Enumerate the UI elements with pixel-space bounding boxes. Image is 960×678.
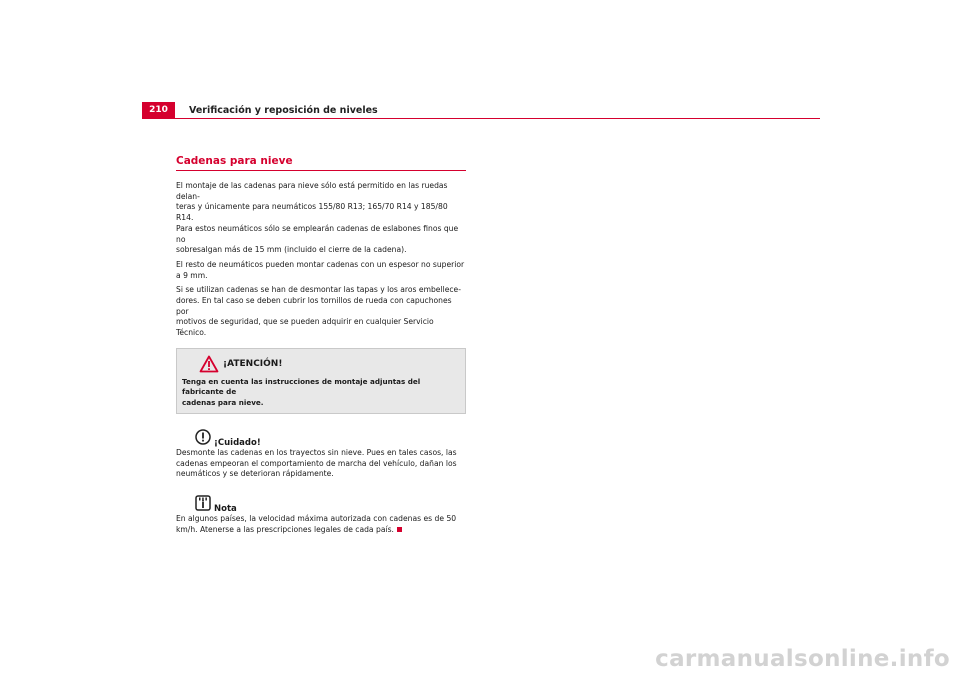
content-column (176, 154, 466, 540)
warning-title: ¡ATENCIÓN! (223, 358, 283, 369)
note-header (176, 491, 466, 515)
caution-header (176, 425, 466, 449)
header-rule (142, 118, 820, 119)
exclamation-circle-icon (195, 429, 211, 445)
page-number: 210 (142, 102, 175, 119)
paragraph-3: Si se utilizan cadenas se han de desmontar las tapas y los aros embellece- dores. En tal caso se deben cubrir los tornillos de rueda con capuchones por motivos de seguridad, que se pueden adquirir en cualquier Servicio Técnico. (176, 285, 461, 338)
note-block (176, 491, 466, 535)
caution-text: Desmonte las cadenas en los trayectos sin nieve. Pues en tales casos, las cadenas empeoran el comportamiento de marcha del vehículo, dañan los neumáticos y se deterioran rápidamente. (176, 448, 457, 479)
note-text-content: En algunos países, la velocidad máxima autorizada con cadenas es de 50 km/h. Atenerse a las prescripciones legales de cada país. (176, 514, 457, 534)
warning-header (182, 355, 460, 373)
chapter-title: Verificación y reposición de niveles (189, 105, 378, 116)
caution-title: ¡Cuidado! (214, 438, 261, 449)
end-of-section-marker (397, 527, 402, 532)
warning-text: Tenga en cuenta las instrucciones de montaje adjuntas del fabricante de cadenas para nieve. (182, 376, 421, 407)
note-info-icon (195, 495, 211, 511)
site-watermark: carmanualsonline.info (655, 646, 950, 672)
section-rule (176, 170, 466, 171)
paragraph-1: El montaje de las cadenas para nieve sólo está permitido en las ruedas delan- teras y únicamente para neumáticos 155/80 R13; 165/70 R14 y 185/80 R14. Para estos neumáticos sólo se emplearán cadenas de eslabones finos que no sobresalgan más de 15 mm (incluido el cierre de la cadena). (176, 181, 459, 255)
caution-block (176, 425, 466, 480)
warning-triangle-icon (199, 355, 219, 373)
note-text (176, 514, 466, 535)
paragraph-2: El resto de neumáticos pueden montar cadenas con un espesor no superior a 9 mm. (176, 259, 465, 280)
section-title: Cadenas para nieve (176, 155, 293, 167)
page-header (142, 102, 820, 119)
warning-box (176, 348, 466, 414)
note-title: Nota (214, 504, 237, 515)
